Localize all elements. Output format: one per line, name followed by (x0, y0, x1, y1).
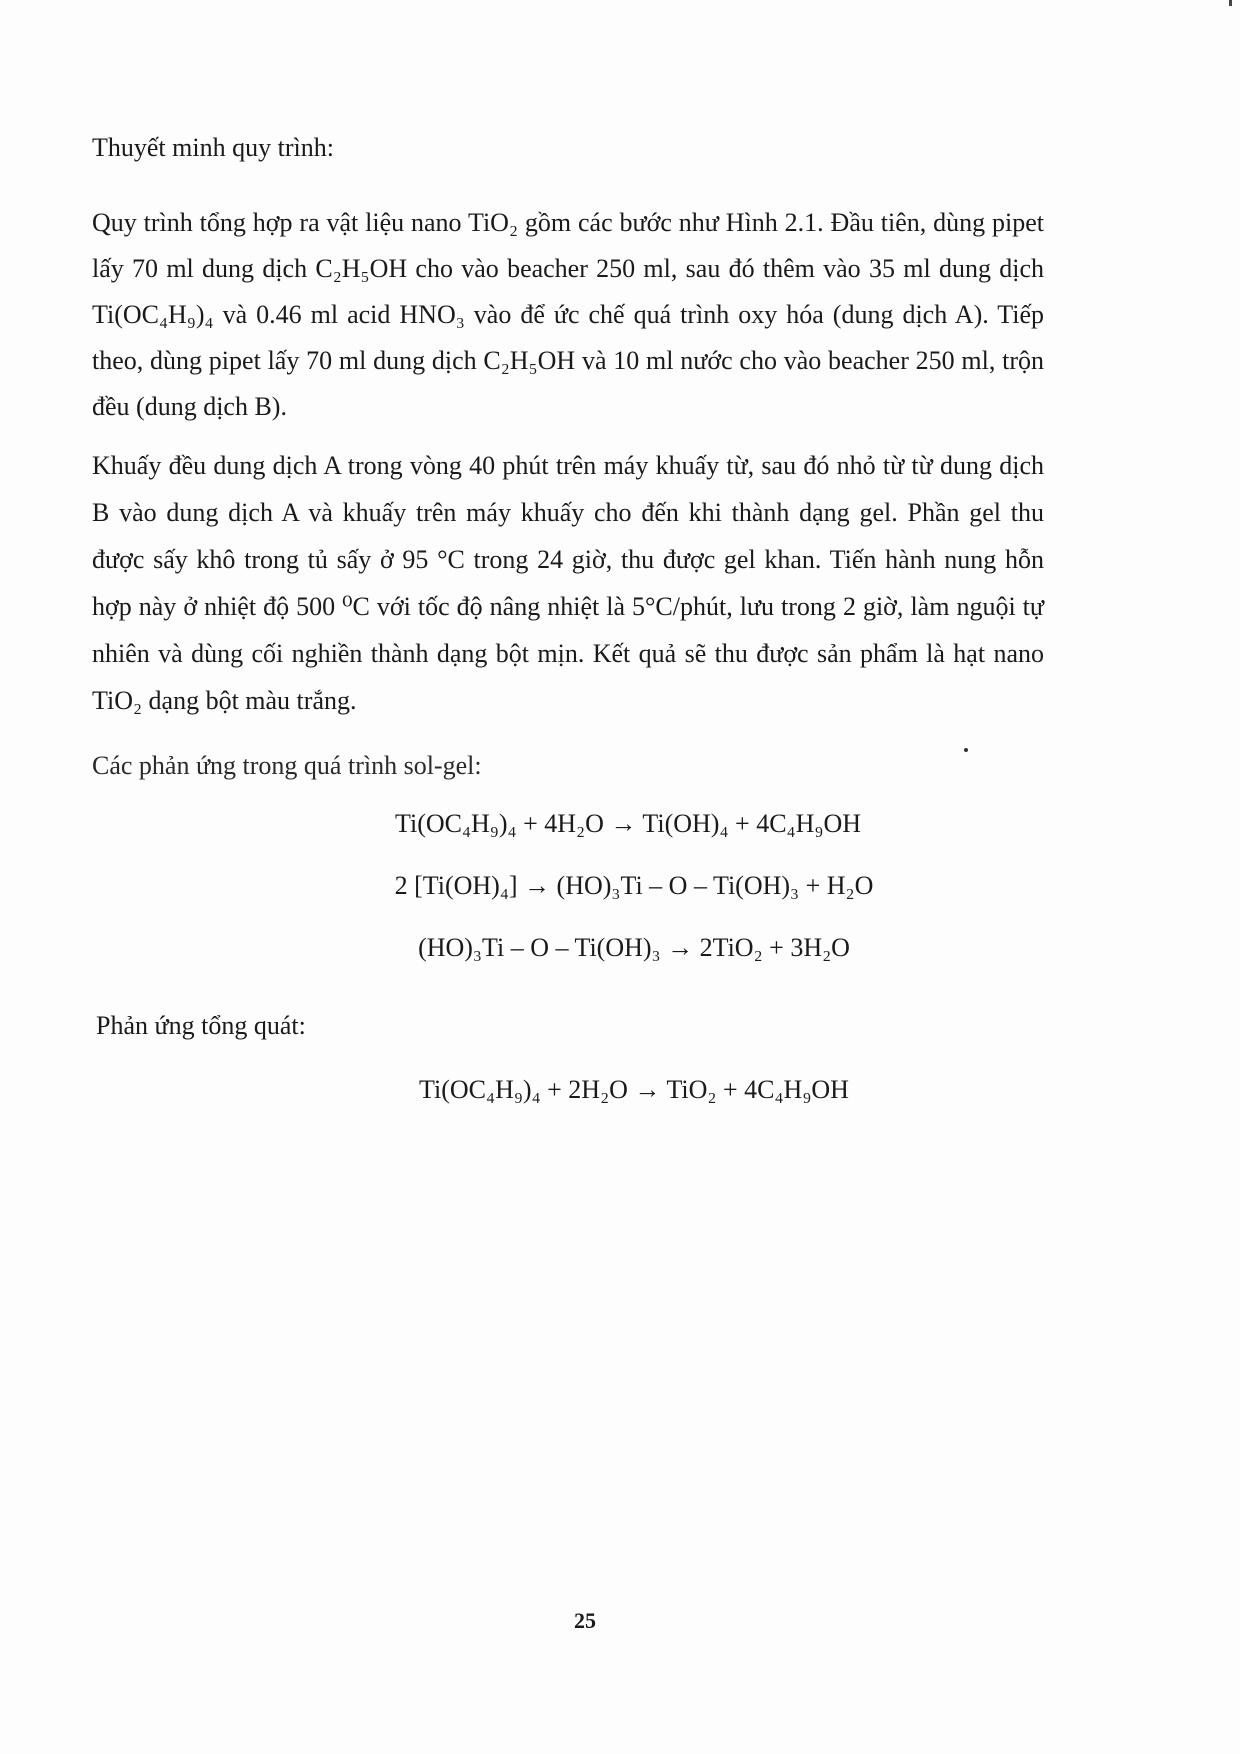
paragraph-procedure-steps: Khuấy đều dung dịch A trong vòng 40 phút trên máy khuấy từ, sau đó nhỏ từ từ dung dịch B vào dung dịch A và khuấy trên máy khuấy cho đến khi thành dạng gel. Phần gel thu được sấy khô trong tủ sấy ở 95 °C trong 24 giờ, thu được gel khan. Tiến hành nung hỗn hợp này ở nhiệt độ 500 ⁰C với tốc độ nâng nhiệt là 5°C/phút, lưu trong 2 giờ, làm nguội tự nhiên và dùng cối nghiền thành dạng bột mịn. Kết quả sẽ thu được sản phẩm là hạt nano TiO₂ dạng bột màu trắng. (92, 451, 1044, 715)
scan-speck (964, 748, 968, 752)
overall-reaction-label: Phản ứng tổng quát: (96, 1011, 306, 1040)
equation-hydrolysis: Ti(OC₄H₉)₄ + 4H₂O → Ti(OH)₄ + 4C₄H₉OH (395, 809, 861, 838)
equation-overall: Ti(OC₄H₉)₄ + 2H₂O → TiO₂ + 4C₄H₉OH (419, 1075, 849, 1104)
paragraph-procedure-intro: Quy trình tổng hợp ra vật liệu nano TiO₂ gồm các bước như Hình 2.1. Đầu tiên, dùng pipet lấy 70 ml dung dịch C₂H₅OH cho vào beacher 250 ml, sau đó thêm vào 35 ml dung dịch Ti(OC₄H₉)₄ và 0.46 ml acid HNO₃ vào để ức chế quá trình oxy hóa (dung dịch A). Tiếp theo, dùng pipet lấy 70 ml dung dịch C₂H₅OH và 10 ml nước cho vào beacher 250 ml, trộn đều (dung dịch B). (92, 208, 1044, 421)
equation-condensation: 2 [Ti(OH)₄] → (HO)₃Ti – O – Ti(OH)₃ + H₂O (394, 871, 874, 900)
equation-oxide-formation: (HO)₃Ti – O – Ti(OH)₃ → 2TiO₂ + 3H₂O (418, 933, 850, 962)
page-number: 25 (574, 1608, 596, 1633)
section-heading: Thuyết minh quy trình: (92, 133, 334, 162)
reactions-label: Các phản ứng trong quá trình sol-gel: (92, 751, 482, 780)
scan-corner-mark (1229, 0, 1232, 6)
